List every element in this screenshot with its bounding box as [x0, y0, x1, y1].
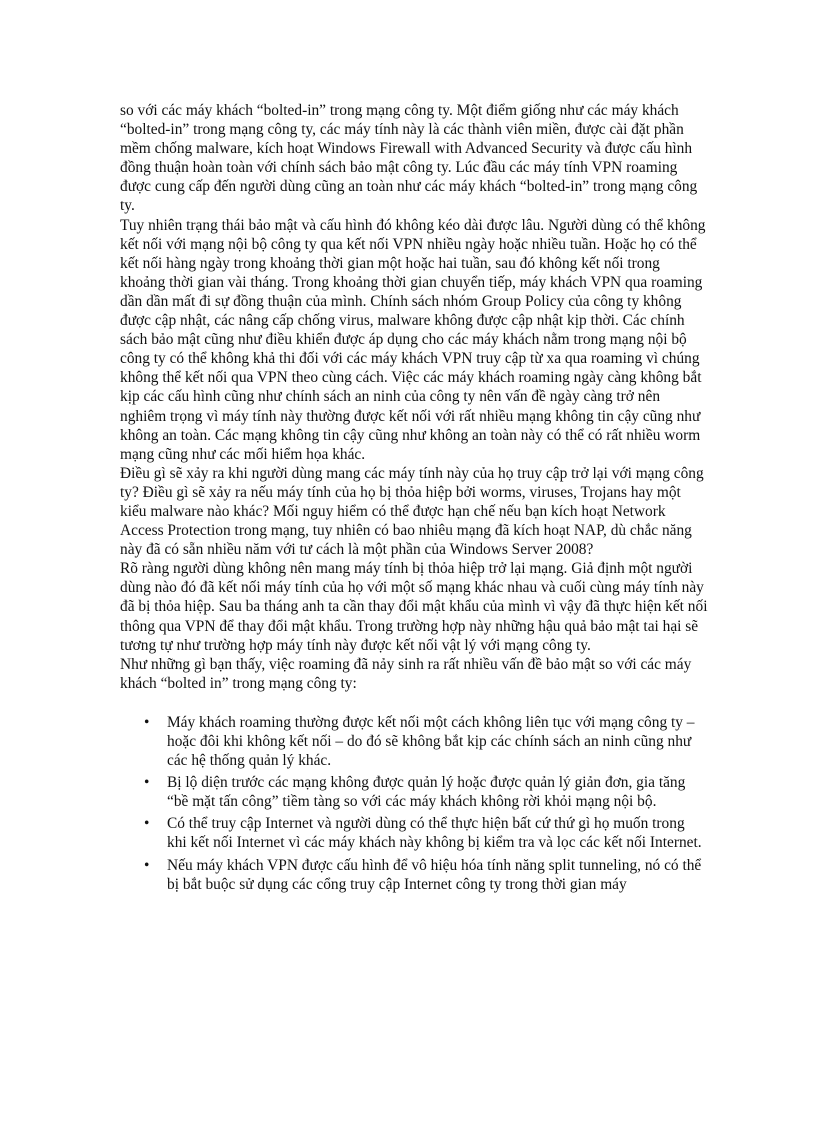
- paragraph-issues-intro: Như những gì bạn thấy, việc roaming đã nảy sinh ra rất nhiều vấn đề bảo mật so với các máy khách “bolted in” trong mạng công ty:: [120, 655, 692, 692]
- list-item: [120, 814, 708, 852]
- list-item: [120, 713, 708, 770]
- paragraph-intro: so với các máy khách “bolted-in” trong mạng công ty. Một điểm giống như các máy khách “bolted-in” trong mạng công ty, các máy tính này là các thành viên miền, được cài đặt phần mềm chống malware, kích hoạt Windows Firewall with Advanced Security và được cấu hình đồng thuận hoàn toàn với chính sách bảo mật công ty. Lúc đầu các máy tính VPN roaming được cung cấp đến người dùng cũng an toàn như các máy khách “bolted-in” trong mạng công ty.: [120, 102, 698, 215]
- paragraph-security-drift: Tuy nhiên trạng thái bảo mật và cấu hình đó không kéo dài được lâu. Người dùng có thể không kết nối với mạng nội bộ công ty qua kết nối VPN nhiều ngày hoặc nhiều tuần. Hoặc họ có thể kết nối hàng ngày trong khoảng thời gian một hoặc hai tuần, sau đó không kết nối trong khoảng thời gian vài tháng. Trong khoảng thời gian chuyển tiếp, máy khách VPN qua roaming dần dần mất đi sự đồng thuận của mình. Chính sách nhóm Group Policy của công ty không được cập nhật, các nâng cấp chống virus, malware không được cập nhật kịp thời. Các chính sách bảo mật cũng như điều khiển được áp dụng cho các máy khách nằm trong mạng nội bộ công ty có thể không khả thi đối với các máy khách VPN truy cập từ xa qua roaming vì chúng không thể kết nối qua VPN theo cùng cách. Việc các máy khách roaming ngày càng không bắt kịp các cấu hình cũng như chính sách an ninh của công ty nên vấn đề ngày càng trở nên nghiêm trọng vì máy tính này thường được kết nối với rất nhiều mạng không tin cậy cũng như không an toàn. Các mạng không tin cậy cũng như không an toàn này có thể có rất nhiều worm mạng cũng như các mối hiểm họa khác.: [120, 216, 706, 463]
- paragraph-compromised-example: Rõ ràng người dùng không nên mang máy tính bị thỏa hiệp trở lại mạng. Giả định một người dùng nào đó đã kết nối máy tính của họ với một số mạng khác nhau và cuối cùng máy tính này đã bị thỏa hiệp. Sau ba tháng anh ta cần thay đổi mật khẩu của mình vì vậy đã thực hiện kết nối thông qua VPN để thay đổi mật khẩu. Trong trường hợp này những hậu quả bảo mật tai hại sẽ tương tự như trường hợp máy tính này được kết nối vật lý với mạng công ty.: [120, 560, 708, 654]
- paragraph-return-question: Điều gì sẽ xảy ra khi người dùng mang các máy tính này của họ truy cập trở lại với mạng công ty? Điều gì sẽ xảy ra nếu máy tính của họ bị thỏa hiệp bởi worms, viruses, Trojans hay một kiểu malware nào khác? Mối nguy hiểm có thể được hạn chế nếu bạn kích hoạt Network Access Protection trong mạng, tuy nhiên có bao nhiêu mạng đã kích hoạt NAP, dù chắc năng này đã có sẵn nhiều năm với tư cách là một phần của Windows Server 2008?: [120, 464, 704, 559]
- list-item: [120, 773, 708, 811]
- list-item-text: Bị lộ diện trước các mạng không được quản lý hoặc được quản lý giản đơn, gia tăng “bề mặt tấn công” tiềm tàng so với các máy khách không rời khỏi mạng nội bộ.: [167, 774, 686, 811]
- list-item-text: Nếu máy khách VPN được cấu hình để vô hiệu hóa tính năng split tunneling, nó có thể bị bắt buộc sử dụng các cổng truy cập Internet công ty trong thời gian máy: [167, 856, 702, 893]
- bullet-icon: •: [144, 856, 150, 874]
- bullet-icon: •: [144, 713, 150, 731]
- document-page: [120, 101, 708, 897]
- issues-bullet-list: [120, 713, 708, 894]
- bullet-icon: •: [144, 815, 150, 833]
- list-item-text: Có thể truy cập Internet và người dùng có thể thực hiện bất cứ thứ gì họ muốn trong khi kết nối Internet vì các máy khách này không bị kiểm tra và lọc các kết nối Internet.: [167, 815, 702, 852]
- list-item: [120, 856, 708, 894]
- list-item-text: Máy khách roaming thường được kết nối một cách không liên tục với mạng công ty – hoặc đôi khi không kết nối – do đó sẽ không bắt kịp các chính sách an ninh cũng như các hệ thống quản lý khác.: [167, 713, 695, 770]
- bullet-icon: •: [144, 774, 150, 792]
